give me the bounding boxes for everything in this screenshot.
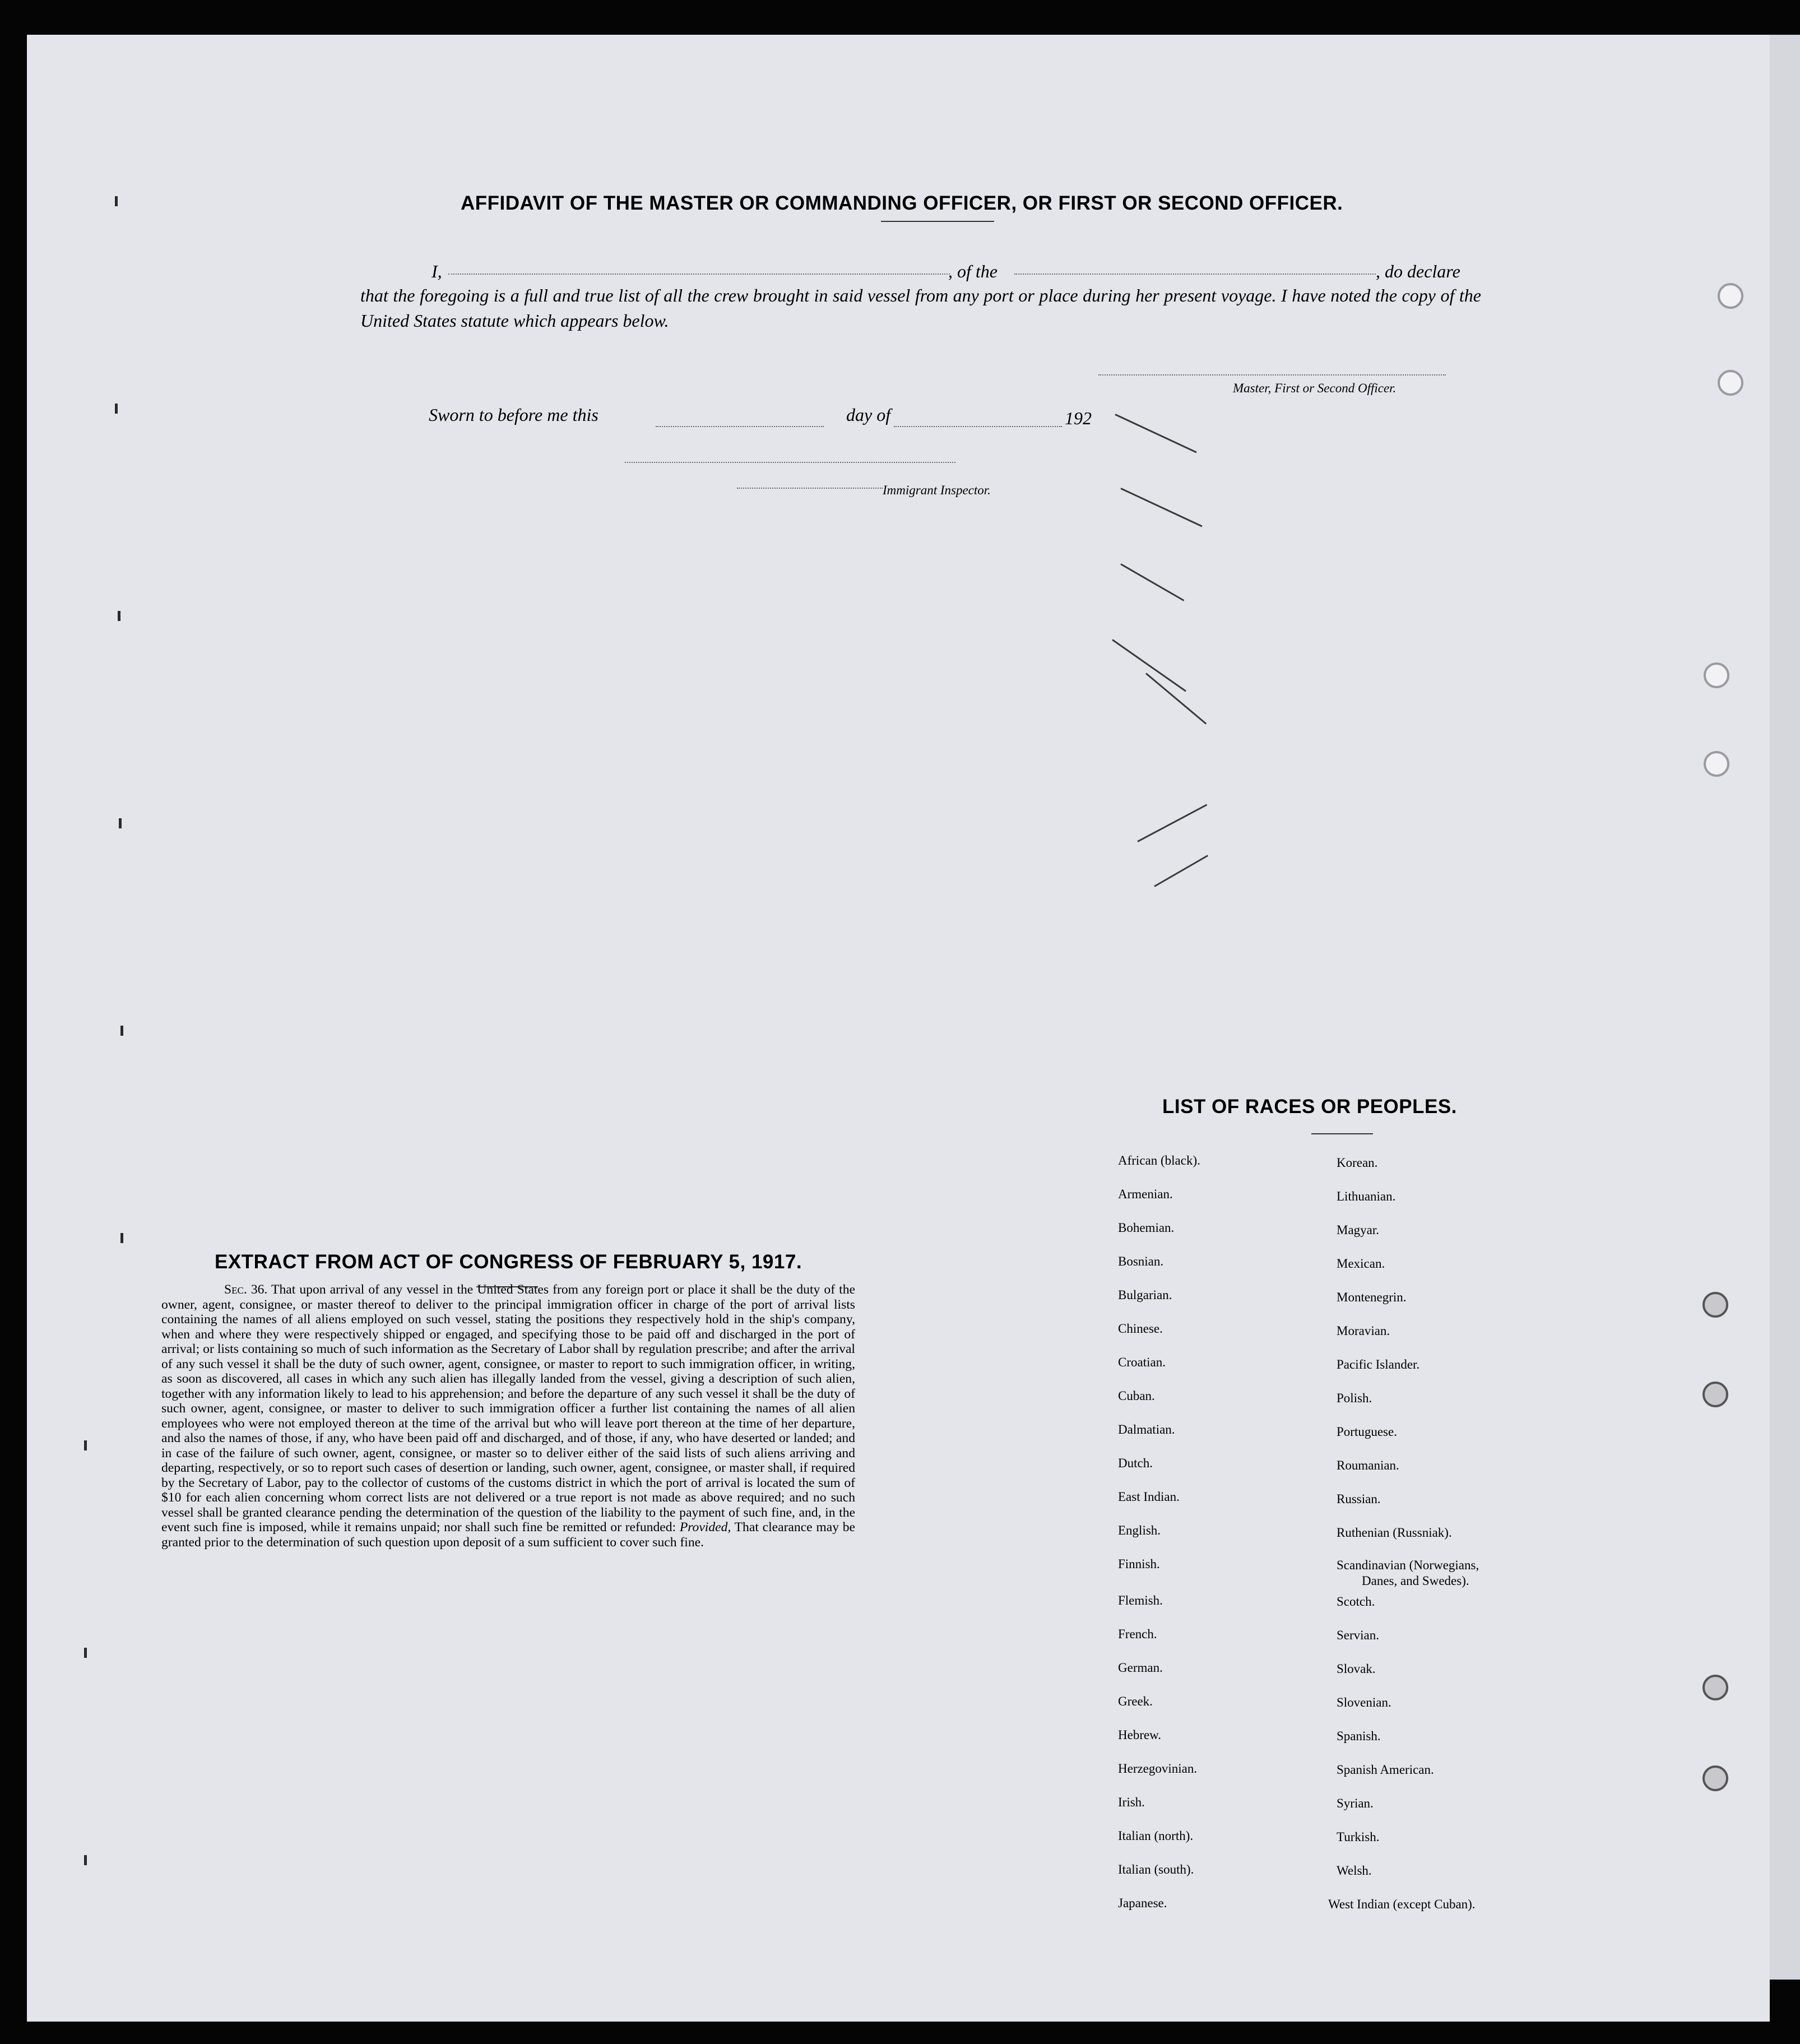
race-item: German. (1118, 1661, 1163, 1675)
sworn-day-line[interactable] (656, 426, 824, 427)
race-item: Bosnian. (1118, 1254, 1164, 1268)
punch-hole (1702, 1292, 1728, 1318)
race-item: African (black). (1118, 1153, 1200, 1167)
race-item: Polish. (1337, 1391, 1372, 1405)
race-item: Scandinavian (Norwegians, (1337, 1558, 1479, 1572)
race-item: Chinese. (1118, 1322, 1163, 1336)
race-item: Japanese. (1118, 1896, 1167, 1910)
extract-text-part2: That clearance may be granted prior to the determination of such question upon deposit of a sum sufficient to cover such fine. (161, 1520, 855, 1550)
gutter-mark (120, 1026, 123, 1036)
race-item: English. (1118, 1523, 1161, 1537)
race-item: East Indian. (1118, 1490, 1180, 1504)
race-item: Danes, and Swedes). (1362, 1574, 1469, 1588)
punch-hole (1702, 1382, 1728, 1407)
race-item: Ruthenian (Russniak). (1337, 1526, 1452, 1540)
punch-hole (1702, 1765, 1728, 1791)
race-item: Italian (south). (1118, 1862, 1194, 1876)
race-item: Lithuanian. (1337, 1189, 1396, 1203)
declaration-text: that the foregoing is a full and true list of all the crew brought in said vessel from any port or place during her present voyage. I have noted the copy of the United States statute which appears below. (360, 285, 1481, 331)
race-item: Dalmatian. (1118, 1422, 1175, 1436)
race-item: Servian. (1337, 1628, 1380, 1642)
affidavit-title-rule (881, 221, 994, 222)
inspector-caption-line (737, 488, 883, 489)
signer-caption: Master, First or Second Officer. (1233, 381, 1397, 395)
races-title-rule (1311, 1133, 1373, 1134)
race-item: Mexican. (1337, 1257, 1385, 1271)
race-item: Herzegovinian. (1118, 1762, 1198, 1776)
day-of-label: day of (846, 405, 891, 425)
extract-title: EXTRACT FROM ACT OF CONGRESS OF FEBRUARY 5, 1917. (215, 1251, 802, 1273)
vessel-label: , of the (948, 261, 998, 281)
extract-body (161, 1282, 855, 1550)
race-item: Spanish. (1337, 1729, 1381, 1743)
punch-hole (1702, 1675, 1728, 1700)
punch-hole (1704, 662, 1729, 688)
race-item: Montenegrin. (1337, 1290, 1407, 1304)
vessel-name-line[interactable] (1014, 274, 1376, 275)
race-item: Turkish. (1337, 1830, 1380, 1844)
race-item: Scotch. (1337, 1595, 1375, 1609)
race-item: Finnish. (1118, 1557, 1160, 1571)
sworn-label: Sworn to before me this (429, 405, 599, 425)
race-item: Slovak. (1337, 1662, 1376, 1676)
race-item: Syrian. (1337, 1796, 1374, 1810)
inspector-signature-line[interactable] (625, 462, 955, 463)
race-item: Dutch. (1118, 1456, 1153, 1470)
declarant-label: I, (432, 261, 442, 281)
race-item: West Indian (except Cuban). (1328, 1897, 1476, 1911)
race-item: Greek. (1118, 1694, 1153, 1708)
race-item: Moravian. (1337, 1324, 1390, 1338)
declare-label: , do declare (1376, 261, 1460, 281)
gutter-mark (119, 818, 122, 828)
race-item: Cuban. (1118, 1389, 1155, 1403)
signature-line[interactable] (1098, 374, 1446, 376)
race-item: Russian. (1337, 1492, 1381, 1506)
gutter-mark (84, 1648, 87, 1658)
declarant-name-line[interactable] (448, 274, 950, 275)
race-item: Flemish. (1118, 1593, 1163, 1607)
race-item: Croatian. (1118, 1355, 1166, 1369)
gutter-mark (120, 1233, 123, 1243)
races-title: LIST OF RACES OR PEOPLES. (1162, 1096, 1457, 1118)
affidavit-title: AFFIDAVIT OF THE MASTER OR COMMANDING OFFICER, OR FIRST OR SECOND OFFICER. (461, 192, 1343, 214)
race-item: Portuguese. (1337, 1425, 1397, 1439)
provided-label: Provided, (679, 1520, 731, 1535)
race-item: Magyar. (1337, 1223, 1380, 1237)
race-item: Spanish American. (1337, 1763, 1434, 1777)
race-item: Bohemian. (1118, 1221, 1175, 1235)
race-item: Irish. (1118, 1795, 1145, 1809)
gutter-mark (118, 611, 120, 621)
gutter-mark (84, 1440, 87, 1450)
race-item: Italian (north). (1118, 1829, 1194, 1843)
race-item: Armenian. (1118, 1187, 1173, 1201)
sworn-month-line[interactable] (894, 426, 1062, 427)
punch-hole (1704, 751, 1729, 777)
race-item: Roumanian. (1337, 1458, 1399, 1472)
race-item: Korean. (1337, 1156, 1378, 1170)
gutter-mark (115, 196, 118, 206)
race-item: French. (1118, 1627, 1157, 1641)
year-label: 192 (1065, 408, 1092, 428)
race-item: Slovenian. (1337, 1695, 1391, 1709)
gutter-mark (84, 1855, 87, 1865)
race-item: Pacific Islander. (1337, 1357, 1420, 1371)
inspector-caption: Immigrant Inspector. (883, 483, 991, 497)
extract-text-part1: That upon arrival of any vessel in the United States from any foreign port or place it shall be the duty of the owner, agent, consignee, or master thereof to deliver to the principal immigration officer in charge of the port of arrival lists containing the names of all aliens employed on such vessel, stating the positions they respectively hold in the ship's company, when and where they were respectively shipped or engaged, and specifying those to be paid off and discharged in the port of arrival; or lists containing so much of such information as the Secretary of Labor shall by regulation prescribe; and after the arrival of any such vessel it shall be the duty of such owner, agent, consignee, or master to report to such immigration officer, in writing, as soon as discovered, all cases in which any such alien has illegally landed from the vessel, giving a description of such alien, together with any information likely to lead to his apprehension; and before the departure of any such vessel it shall be the duty of such owner, agent, consignee, or master to deliver to such immigration officer a further list containing the names of all alien employees who were not employed thereon at the time of the arrival but who will leave port thereon at the time of her departure, and also the names of those, if any, who have been paid off and discharged, and of those, if any, who have deserted or landed; and in case of the failure of such owner, agent, consignee, or master so to deliver either of the said lists of such aliens arriving and departing, respectively, or so to report such cases of desertion or landing, such owner, agent, consignee, or master shall, if required by the Secretary of Labor, pay to the collector of customs of the customs district in which the port of arrival is located the sum of $10 for each alien concerning whom correct lists are not delivered or a true report is not made as above required; and no such vessel shall be granted clearance pending the determination of the question of the liability to the payment of such fine, and, in the event such fine is imposed, while it remains unpaid; nor shall such fine be remitted or refunded: (161, 1282, 855, 1535)
punch-hole (1718, 283, 1743, 309)
race-item: Welsh. (1337, 1864, 1372, 1878)
race-item: Hebrew. (1118, 1728, 1162, 1742)
gutter-mark (115, 404, 118, 414)
section-label: Sec. 36. (224, 1282, 268, 1297)
adjacent-page-edge (1770, 35, 1800, 1980)
punch-hole (1718, 370, 1743, 396)
race-item: Bulgarian. (1118, 1288, 1172, 1302)
